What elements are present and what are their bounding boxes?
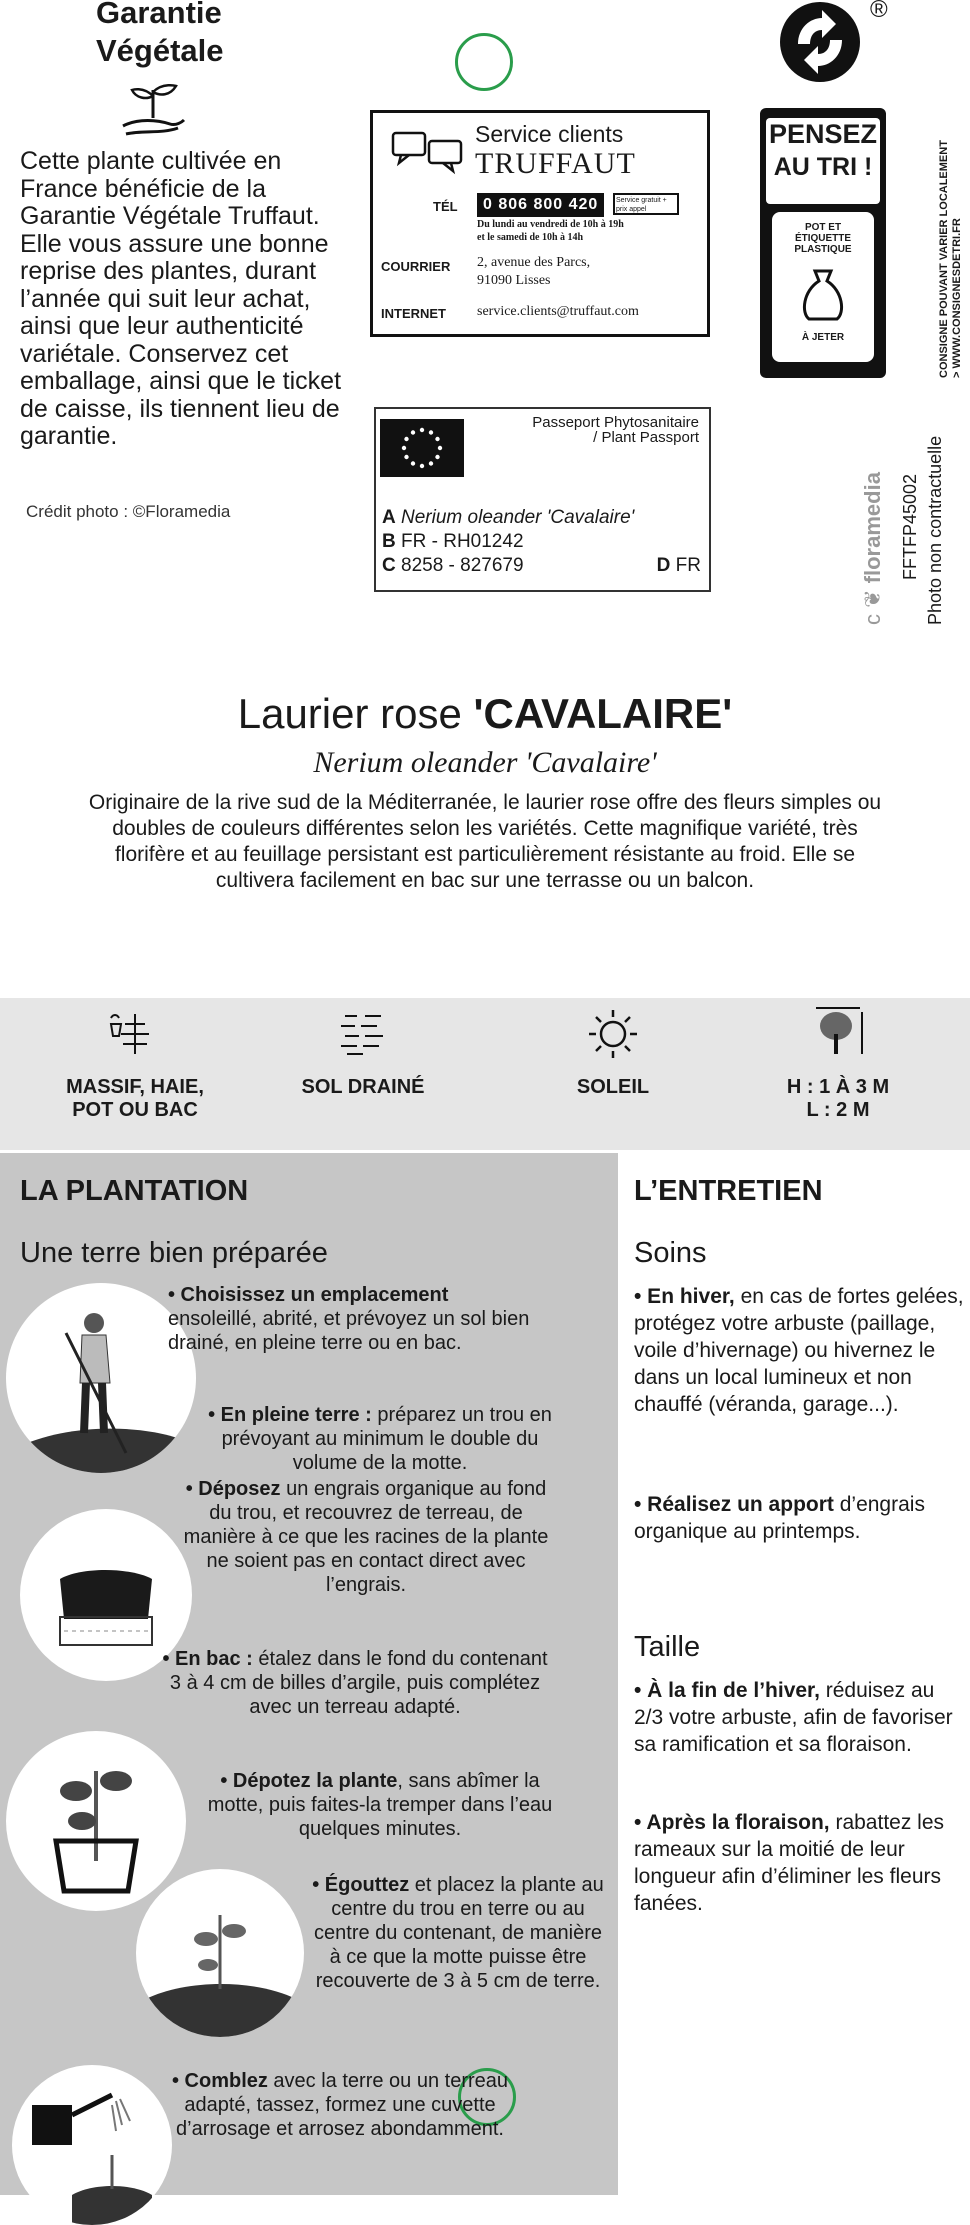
customer-service-box	[370, 110, 710, 337]
recycling-panel: PENSEZ AU TRI ! POT ET ÉTIQUETTE PLASTIQUE À JETER	[760, 108, 886, 378]
brand-name: TRUFFAUT	[475, 147, 636, 180]
plantation-step-location: • Choisissez un emplacement ensoleillé, abrité, et prévoyez un sol bien drainé, en pleine terre ou en bac.	[168, 1284, 530, 1354]
passport-title: Passeport Phytosanitaire / Plant Passport	[532, 414, 699, 446]
email-link[interactable]: service.clients@truffaut.com	[477, 304, 639, 319]
courrier-label: COURRIER	[381, 259, 451, 274]
speech-bubbles-icon	[391, 129, 463, 177]
feature-size: H : 1 À 3 M L : 2 M	[758, 1076, 918, 1122]
registered-mark: ®	[870, 0, 888, 23]
care-fertilizer: • Réalisez un apport d’engrais organique au printemps.	[634, 1493, 925, 1543]
au-tri-label: AU TRI !	[773, 153, 873, 181]
planting-illustration	[136, 1869, 304, 2037]
plantation-step-drain: • Égouttez et placez la plante au centre du trou en terre ou au centre du contenant, de manière à ce que la motte puisse être recouverte de 3 à 5 cm de terre.	[312, 1874, 604, 1992]
plantation-section	[0, 1153, 618, 2195]
care-heading: L’ENTRETIEN	[634, 1175, 823, 1207]
care-pruning-after-flowering: • Après la floraison, rabattez les rameaux sur la moitié de leur longueur afin d’éliminer les fleurs fanées.	[634, 1811, 945, 1915]
trash-bag-icon	[793, 263, 853, 325]
plant-description: Originaire de la rive sud de la Méditerranée, le laurier rose offre des fleurs simples ou doubles de couleurs différentes selon les variétés. Cette magnifique variété, très florifère et au feuillage persistant est particulièrement résistante au froid. Elle se cultivera facilement en bac sur une terrasse ou un balcon.	[88, 791, 882, 892]
watering-can-icon	[12, 2065, 172, 2225]
drained-soil-icon	[337, 1010, 389, 1058]
features-band	[0, 998, 970, 1150]
registration-mark-circle	[455, 33, 513, 91]
feature-soil: SOL DRAINÉ	[278, 1076, 448, 1099]
plantation-subheading: Une terre bien préparée	[20, 1237, 328, 1269]
photo-disclaimer: Photo non contractuelle	[925, 435, 945, 625]
address-line-2: 91090 Lisses	[477, 273, 551, 288]
recycling-note: CONSIGNE POUVANT VARIER LOCALEMENT > WWW.CONSIGNESDETRI.FR	[938, 140, 963, 378]
care-soins-heading: Soins	[634, 1237, 707, 1269]
care-winter: • En hiver, en cas de fortes gelées, protégez votre arbuste (paillage, voile d’hivernage) ou hivernez le dans un local lumineux et non chauffé (véranda, garage...).	[634, 1285, 964, 1416]
watering-illustration	[12, 2065, 172, 2225]
plantation-step-unpot: • Dépotez la plante, sans abîmer la motte, puis faites-la tremper dans l’eau quelques minutes.	[207, 1770, 553, 1840]
photo-credit: Crédit photo : ©Floramedia	[26, 502, 231, 521]
floramedia-logo: c ❦ floramedia	[860, 472, 885, 625]
plant-latin-name: Nerium oleander 'Cavalaire'	[313, 746, 657, 779]
potted-plant-icon	[6, 1731, 186, 1911]
plant-title: Laurier rose 'CAVALAIRE'	[237, 690, 733, 737]
care-taille-heading: Taille	[634, 1631, 701, 1663]
plantation-step-fertilizer: • Déposez un engrais organique au fond du trou, et recouvrez de terreau, de manière à ce que les racines de la plante ne soient pas en contact direct avec l’engrais.	[183, 1478, 549, 1596]
passport-a: A Nerium oleander 'Cavalaire'	[382, 507, 635, 528]
plant-pot-icon	[109, 1010, 161, 1058]
care-pruning-winter: • À la fin de l’hiver, réduisez au 2/3 votre arbuste, afin de favoriser sa ramification et sa floraison.	[634, 1679, 953, 1756]
pensez-label: PENSEZ	[768, 119, 878, 149]
hours-line-2: et le samedi de 10h à 14h	[477, 232, 584, 243]
tel-label: TÉL	[433, 199, 458, 214]
passport-d: D FR	[656, 555, 701, 576]
plant-passport	[374, 407, 711, 592]
passport-b: B FR - RH01242	[382, 531, 524, 552]
feature-location: MASSIF, HAIE, POT OU BAC	[40, 1076, 230, 1122]
green-dot-recycling-icon	[778, 0, 862, 84]
passport-c: C 8258 - 827679	[382, 555, 524, 576]
address-line-1: 2, avenue des Parcs,	[477, 255, 591, 270]
eu-flag-icon	[380, 419, 464, 477]
hours-line-1: Du lundi au vendredi de 10h à 19h	[477, 219, 624, 230]
feature-sun: SOLEIL	[548, 1076, 678, 1099]
phone-number[interactable]: 0 806 800 420	[477, 193, 604, 217]
hand-sprout-icon	[118, 78, 188, 140]
guarantee-text: Cette plante cultivée en France bénéficie de la Garantie Végétale Truffaut. Elle vous assure une bonne reprise des plantes, durant l’année qui suit leur achat, ainsi que leur authenticité variétale. Conservez cet emballage, ainsi que le ticket de caisse, ils tiennent lieu de garantie.	[20, 147, 342, 450]
service-title: Service clients	[475, 121, 624, 147]
care-section	[618, 1153, 970, 2195]
product-code: FFTFP45002	[900, 473, 920, 580]
seedling-icon	[136, 1869, 304, 2037]
plantation-heading: LA PLANTATION	[20, 1175, 249, 1207]
plantation-step-ground: • En pleine terre : préparez un trou en prévoyant au minimum le double du volume de la motte.	[208, 1404, 552, 1474]
plantation-step-container: • En bac : étalez dans le fond du contenant 3 à 4 cm de billes d’argile, puis complétez avec un terreau adapté.	[162, 1648, 548, 1718]
repotting-illustration	[6, 1731, 186, 1911]
internet-label: INTERNET	[381, 306, 446, 321]
phone-note: Service gratuit + prix appel	[613, 193, 679, 215]
sun-icon	[587, 1008, 639, 1060]
tree-size-icon	[810, 1004, 866, 1060]
guarantee-title: Garantie Végétale	[96, 0, 224, 68]
plantation-step-fill: • Comblez avec la terre ou un terreau adapté, tassez, formez une cuvette d’arrosage et arrosez abondamment.	[171, 2070, 509, 2140]
